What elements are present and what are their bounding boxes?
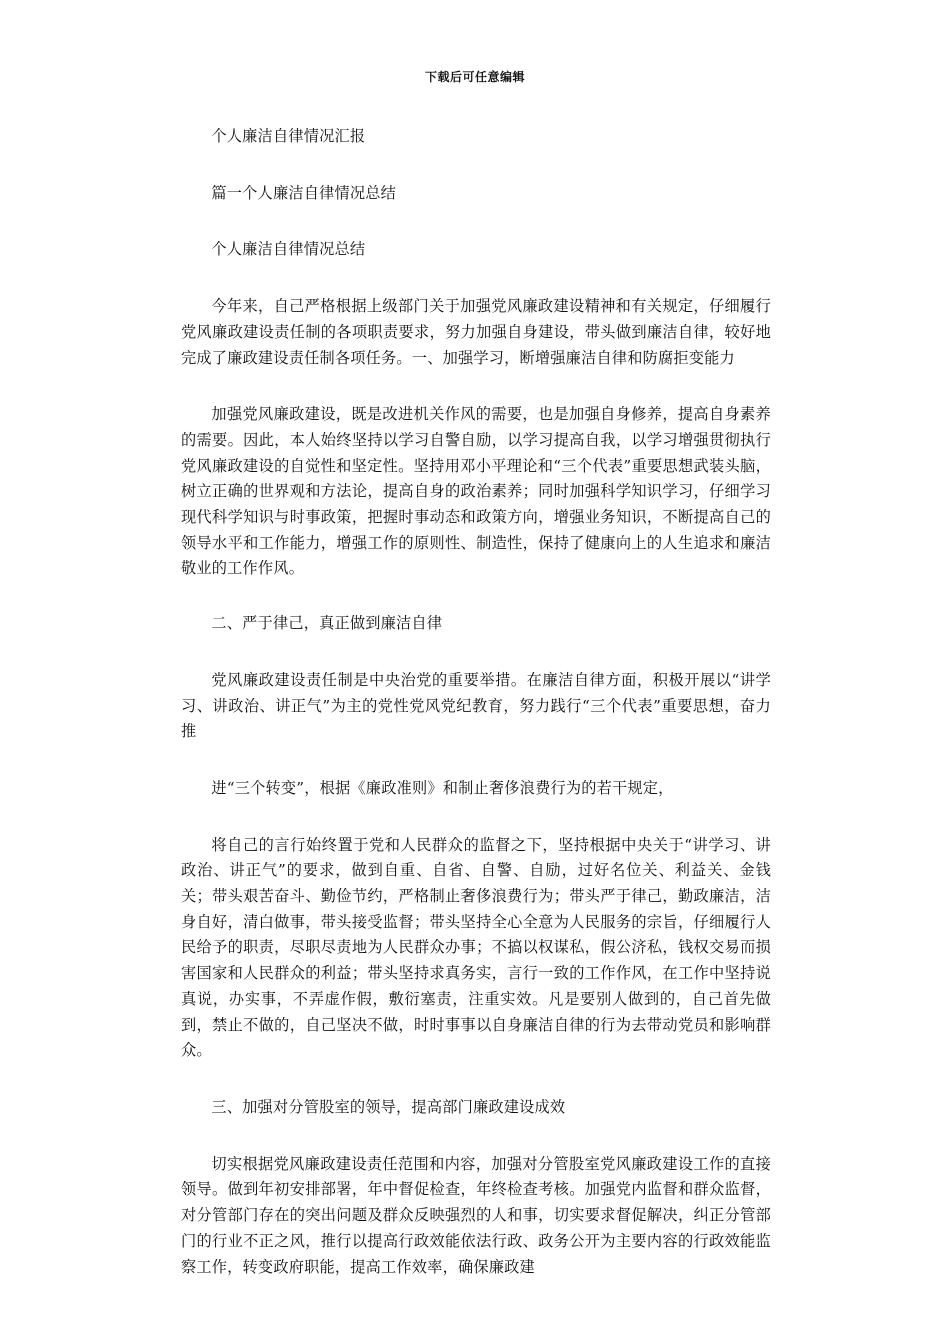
- paragraph-1: 今年来，自己严格根据上级部门关于加强党风廉政建设精神和有关规定，仔细履行党风廉政建设责任制的各项职责要求，努力加强自身建设，带头做到廉洁自律，较好地完成了廉政建设责任制各项任务。一、加强学习，断增强廉洁自律和防腐拒变能力: [181, 297, 771, 367]
- paragraph-3: 党风廉政建设责任制是中央治党的重要举措。在廉洁自律方面，积极开展以“讲学习、讲政治、讲正气”为主的党性党风党纪教育，努力践行“三个代表”重要思想，奋力推: [181, 670, 771, 741]
- paragraph-4: 进“三个转变”，根据《廉政准则》和制止奢侈浪费行为的若干规定，: [211, 778, 674, 797]
- paragraph-5: 将自己的言行始终置于党和人民群众的监督之下，坚持根据中央关于“讲学习、讲政治、讲正气”的要求，做到自重、自省、自警、自励，过好名位关、利益关、金钱关；带头艰苦奋斗、勤俭节约，严格制止奢侈浪费行为；带头严于律己，勤政廉洁，洁身自好，清白做事，带头接受监督；带头坚持全心全意为人民服务的宗旨，仔细履行人民给予的职责，尽职尽责地为人民群众办事；不搞以权谋私，假公济私，钱权交易而损害国家和人民群众的利益；带头坚持求真务实，言行一致的工作作风，在工作中坚持说真说，办实事，不弄虚作假，敷衍塞责，注重实效。凡是要别人做到的，自己首先做到，禁止不做的，自己坚决不做，时时事事以自身廉洁自律的行为去带动党员和影响群众。: [181, 835, 771, 1060]
- paragraph-6: 切实根据党风廉政建设责任范围和内容，加强对分管股室党风廉政建设工作的直接领导。做到年初安排部署，年中督促检查，年终检查考核。加强党内监督和群众监督，对分管部门存在的突出问题及群众反映强烈的人和事，切实要求督促解决，纠正分管部门的行业不正之风，推行以提高行政效能依法行政、政务公开为主要内容的行政效能监察工作，转变政府职能，提高工作效率，确保廉政建: [181, 1154, 771, 1276]
- section-heading-3: 三、加强对分管股室的领导，提高部门廉政建设成效: [211, 1097, 566, 1116]
- document-title: 个人廉洁自律情况汇报: [211, 127, 366, 145]
- section-heading-2: 二、严于律己，真正做到廉洁自律: [211, 614, 443, 633]
- document-subtitle: 篇一个人廉洁自律情况总结: [211, 183, 397, 202]
- paragraph-2: 加强党风廉政建设，既是改进机关作风的需要，也是加强自身修养，提高自身素养的需要。因此，本人始终坚持以学习自警自励，以学习提高自我，以学习增强贯彻执行党风廉政建设的自觉性和坚定性。坚持用邓小平理论和“三个代表”重要思想武装头脑，树立正确的世界观和方法论，提高自身的政治素养；同时加强科学知识学习，仔细学习现代科学知识与时事政策，把握时事动态和政策方向，增强业务知识，不断提高自己的领导水平和工作能力，增强工作的原则性、制造性，保持了健康向上的人生追求和廉洁敬业的工作作风。: [181, 405, 771, 578]
- page-header: 下载后可任意编辑: [424, 70, 525, 84]
- section-title: 个人廉洁自律情况总结: [211, 240, 366, 259]
- document-body: [181, 124, 771, 1280]
